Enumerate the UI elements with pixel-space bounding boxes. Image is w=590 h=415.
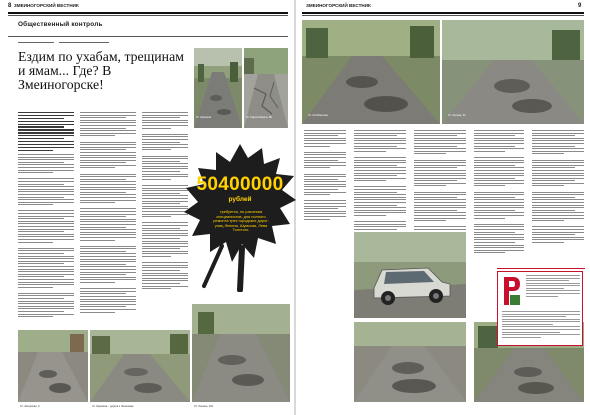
left-top-rule-thin: [8, 15, 288, 16]
headline: Ездим по ухабам, трещинам и ямам... Где? В Змеиногорске!: [18, 49, 184, 93]
right-top-rule-thin: [302, 15, 584, 16]
road-photo-7: [442, 20, 584, 124]
callout-note: требуется, по расчетам специалистов, для полного ремонта трех городских дорог: улиц Ленина, Шумская, Лева Толстого.: [213, 209, 269, 233]
photo-caption-1: Ул. Шумская: [196, 116, 212, 119]
photo-caption-3: Ул. Загорская, 9: [20, 405, 40, 408]
article-column-7: [474, 130, 524, 255]
right-page: [296, 0, 590, 415]
ad-text: [526, 275, 580, 298]
road-photo-6: [302, 20, 440, 124]
section-label: Общественный контроль: [18, 21, 103, 28]
left-page-number: 8: [8, 3, 12, 9]
byline: [18, 41, 109, 44]
ad-body: [502, 311, 580, 339]
right-masthead-title: ЗМЕИНОГОРСКИЙ ВЕСТНИК: [306, 3, 371, 8]
photo-caption-5: Ул. Ленина, 101: [194, 405, 214, 408]
callout-amount: 50400000: [196, 174, 284, 195]
road-photo-8: [354, 322, 466, 402]
cost-callout: [182, 140, 298, 292]
ad-block: [497, 271, 583, 346]
photo-caption-2: Ул. Карла Маркса, 89: [246, 116, 272, 119]
car-photo: [354, 232, 466, 318]
photo-caption-6: Ул. Октябрьская: [308, 114, 328, 117]
article-column-1: [18, 154, 74, 319]
left-masthead: [8, 3, 79, 11]
article-column-4: [304, 130, 346, 221]
road-photo-5: [192, 304, 290, 402]
article-column-8: [532, 130, 584, 245]
callout-unit: рублей: [228, 196, 252, 203]
ad-top-rule: [497, 268, 585, 269]
road-photo-4: [90, 330, 190, 402]
ad-logo: [501, 275, 523, 307]
photo-caption-4: Ул. Шумская – дорога к Чихачевке: [92, 405, 134, 408]
right-top-rule: [302, 12, 584, 14]
lead-paragraph: [18, 112, 74, 152]
road-photo-3: [18, 330, 88, 402]
left-masthead-title: ЗМЕИНОГОРСКИЙ ВЕСТНИК: [13, 3, 79, 8]
left-top-rule: [8, 12, 288, 14]
right-page-number-wrap: [578, 3, 581, 11]
section-rule: [8, 36, 288, 37]
right-page-number: 9: [578, 3, 582, 9]
photo-caption-7: Ул. Лесная, 32: [448, 114, 466, 117]
right-masthead: [306, 3, 371, 11]
article-column-2: [80, 112, 136, 314]
